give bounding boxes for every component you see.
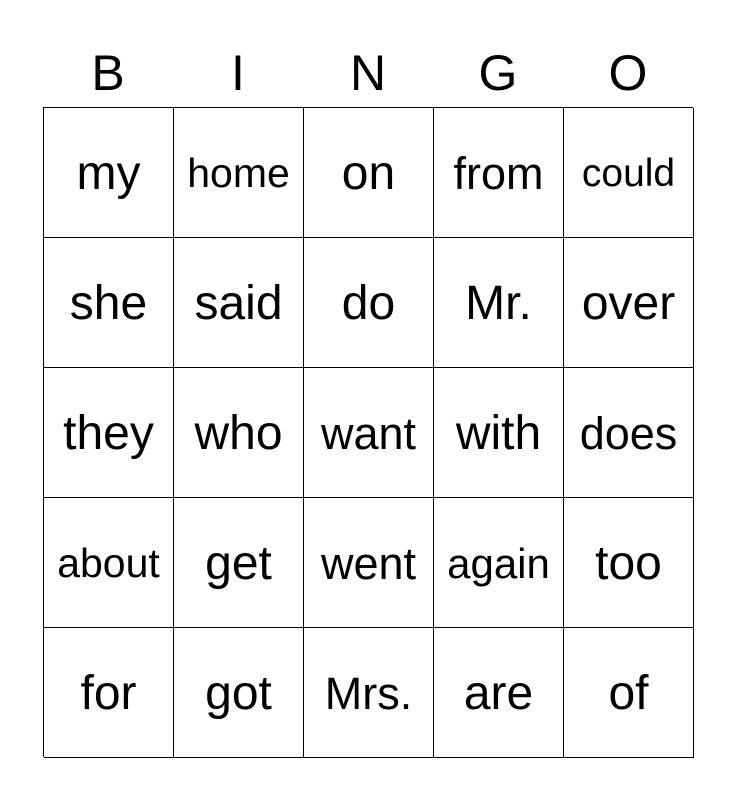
bingo-cell[interactable] xyxy=(564,108,694,238)
cell-word: for xyxy=(80,666,137,720)
cell-word: home xyxy=(187,150,290,196)
cell-word: about xyxy=(57,540,160,586)
cell-word: get xyxy=(205,536,272,590)
cell-word: too xyxy=(595,536,662,590)
cell-word: they xyxy=(63,406,154,460)
bingo-cell[interactable] xyxy=(44,498,174,628)
bingo-cell[interactable] xyxy=(434,238,564,368)
cell-word: on xyxy=(341,146,396,200)
cell-word: from xyxy=(453,148,544,199)
bingo-cell[interactable] xyxy=(174,108,304,238)
header-letter-i: I xyxy=(231,45,245,101)
cell-word: are xyxy=(463,666,534,720)
cell-word: got xyxy=(205,666,272,720)
bingo-cell[interactable] xyxy=(44,628,174,758)
bingo-cell[interactable] xyxy=(44,368,174,498)
cell-word: do xyxy=(341,276,396,330)
cell-word: said xyxy=(194,276,283,330)
bingo-cell[interactable] xyxy=(564,628,694,758)
cell-word: my xyxy=(76,146,141,200)
header-letter-g: G xyxy=(478,45,518,101)
cell-word: want xyxy=(320,408,417,459)
bingo-cell[interactable] xyxy=(564,368,694,498)
bingo-cell[interactable] xyxy=(304,498,434,628)
bingo-cell[interactable] xyxy=(304,628,434,758)
bingo-cell[interactable] xyxy=(174,368,304,498)
cell-word: does xyxy=(579,408,678,459)
bingo-cell[interactable] xyxy=(434,108,564,238)
cell-word: over xyxy=(581,276,676,330)
header-letter-n: N xyxy=(349,45,387,101)
bingo-cell[interactable] xyxy=(44,238,174,368)
bingo-card-grid xyxy=(43,107,693,757)
cell-word: of xyxy=(608,666,649,720)
cell-word: again xyxy=(447,539,550,587)
bingo-cell[interactable] xyxy=(174,238,304,368)
cell-word: Mrs. xyxy=(324,668,413,719)
bingo-cell[interactable] xyxy=(434,628,564,758)
header-letter-o: O xyxy=(608,45,648,101)
bingo-cell[interactable] xyxy=(304,238,434,368)
cell-word: Mr. xyxy=(465,276,532,330)
header-letter-b: B xyxy=(91,45,125,101)
cell-word: with xyxy=(455,406,542,460)
bingo-cell[interactable] xyxy=(434,368,564,498)
bingo-cell[interactable] xyxy=(304,368,434,498)
bingo-header xyxy=(43,40,693,106)
bingo-cell[interactable] xyxy=(304,108,434,238)
bingo-cell[interactable] xyxy=(174,498,304,628)
cell-word: went xyxy=(320,538,417,589)
bingo-cell[interactable] xyxy=(434,498,564,628)
cell-word: who xyxy=(194,406,283,460)
bingo-cell[interactable] xyxy=(174,628,304,758)
bingo-cell[interactable] xyxy=(564,238,694,368)
cell-word: she xyxy=(69,276,148,330)
bingo-cell[interactable] xyxy=(44,108,174,238)
cell-word: could xyxy=(581,152,676,195)
bingo-cell[interactable] xyxy=(564,498,694,628)
